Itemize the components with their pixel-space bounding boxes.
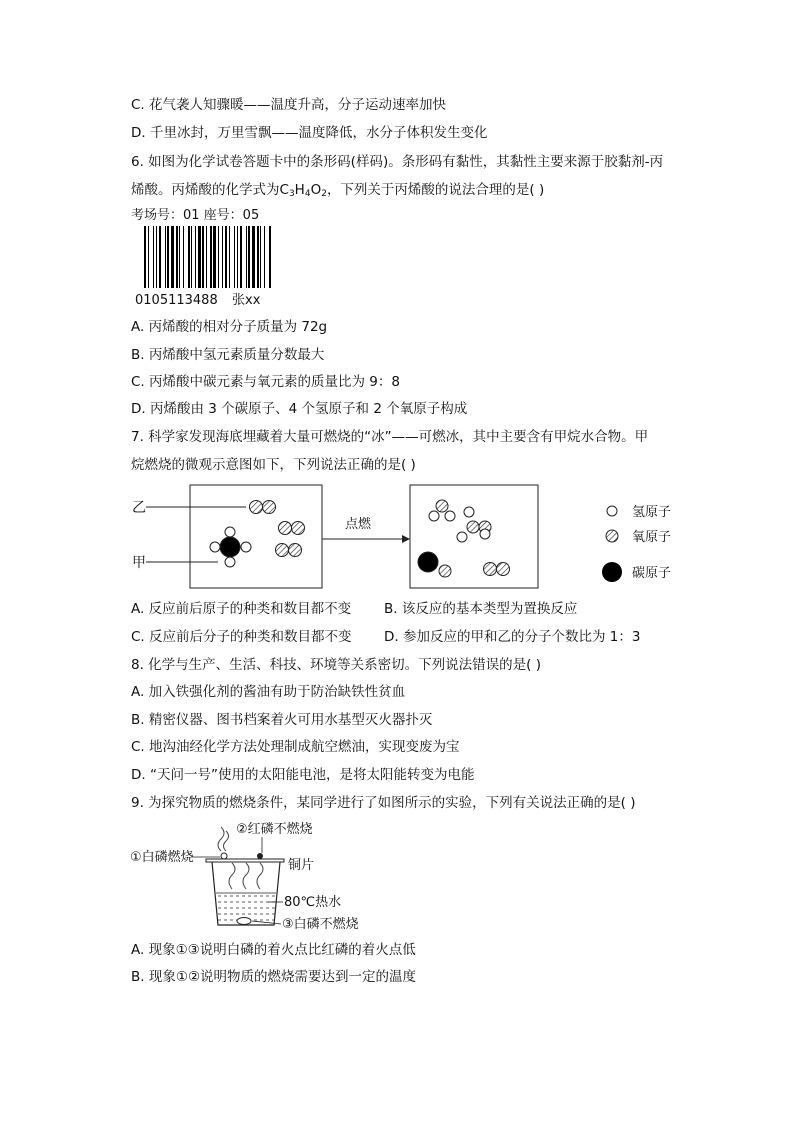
barcode-bar <box>179 226 180 288</box>
oxygen-legend-icon <box>606 530 618 542</box>
barcode-bar <box>237 226 238 288</box>
q7-option-a: A. 反应前后原子的种类和数目都不变 <box>131 601 352 617</box>
barcode-bar <box>191 226 192 288</box>
q9-stem: 9. 为探究物质的燃烧条件，某同学进行了如图所示的实验，下列有关说法正确的是( ) <box>131 795 636 811</box>
barcode-bar <box>206 226 207 288</box>
steam <box>229 863 235 889</box>
formula-o: O <box>310 182 322 198</box>
product-box <box>410 485 538 588</box>
carbon-legend-icon <box>602 562 622 582</box>
barcode-bar <box>218 226 219 288</box>
label-red-phosphorus: ②红磷不燃烧 <box>236 822 313 837</box>
barcode-name: 张xx <box>232 293 261 308</box>
barcode-number: 0105113488 <box>135 293 218 308</box>
legend-oxygen: 氧原子 <box>632 530 672 545</box>
barcode-header: 考场号：01 座号：05 <box>131 208 260 223</box>
barcode-bar <box>252 226 255 288</box>
label-white-phosphorus-underwater: ③白磷不燃烧 <box>282 917 359 932</box>
q6-option-a: A. 丙烯酸的相对分子质量为 72g <box>131 319 328 335</box>
barcode-figure <box>144 226 274 290</box>
barcode-bars <box>144 226 271 288</box>
q7-option-c: C. 反应前后分子的种类和数目都不变 <box>131 629 352 645</box>
q8-option-b: B. 精密仪器、图书档案着火可用水基型灭火器扑灭 <box>131 712 433 728</box>
q6-stem-line1: 6. 如图为化学试卷答题卡中的条形码(样码)。条形码有黏性，其黏性主要来源于胶黏剂-丙 <box>131 154 664 170</box>
barcode-bar <box>264 226 265 288</box>
q6-option-c: C. 丙烯酸中碳元素与氧元素的质量比为 9：8 <box>131 374 400 390</box>
q7-stem-line1: 7. 科学家发现海底埋藏着大量可燃烧的“冰”——可燃冰，其中主要含有甲烷水合物。甲 <box>131 429 649 445</box>
barcode-bar <box>260 226 261 288</box>
hydrogen-legend-icon <box>607 506 617 516</box>
q7-stem-line2: 烷燃烧的微观示意图如下，下列说法正确的是( ) <box>131 457 416 473</box>
legend-carbon: 碳原子 <box>632 566 672 581</box>
o2-molecule <box>250 501 276 514</box>
q8-stem: 8. 化学与生产、生活、科技、环境等关系密切。下列说法错误的是( ) <box>131 657 541 673</box>
legend-hydrogen: 氢原子 <box>632 505 672 520</box>
formula-h: H <box>294 182 305 198</box>
copper-plate <box>206 859 284 862</box>
q8-option-d: D. “天问一号”使用的太阳能电池，是将太阳能转变为电能 <box>131 767 475 783</box>
o2-molecule <box>276 544 302 557</box>
formula-sub-3: 3 <box>288 189 295 199</box>
barcode-bar <box>229 226 230 288</box>
barcode-bar <box>171 226 174 288</box>
barcode-bar <box>176 226 178 288</box>
q8-option-c: C. 地沟油经化学方法处理制成航空燃油，实现变废为宝 <box>131 739 460 755</box>
barcode-bar <box>165 226 166 288</box>
barcode-bar <box>269 226 271 288</box>
q5-option-c: C. 花气袭人知骤暖——温度升高，分子运动速率加快 <box>131 97 447 113</box>
label-yi: 乙 <box>132 500 146 516</box>
q9-option-b: B. 现象①②说明物质的燃烧需要达到一定的温度 <box>131 969 417 985</box>
barcode-bar <box>257 226 259 288</box>
label-white-phosphorus-burning: ①白磷燃烧 <box>130 850 194 865</box>
q5-option-d: D. 千里冰封，万里雪飘——温度降低，水分子体积发生变化 <box>131 125 488 141</box>
barcode-bar <box>183 226 184 288</box>
barcode-bar <box>248 226 250 288</box>
barcode-bar <box>144 226 146 288</box>
label-jia: 甲 <box>132 555 146 571</box>
q6-option-d: D. 丙烯酸由 3 个碳原子、4 个氢原子和 2 个氧原子构成 <box>131 401 468 417</box>
smoke <box>218 827 224 851</box>
barcode-bar <box>159 226 161 288</box>
q7-option-d: D. 参加反应的甲和乙的分子个数比为 1：3 <box>384 629 641 645</box>
barcode-bar <box>222 226 223 288</box>
q6-stem-post: ，下列关于丙烯酸的说法合理的是( ) <box>326 182 545 198</box>
barcode-bar <box>213 226 216 288</box>
barcode-bar <box>246 226 247 288</box>
barcode-bar <box>188 226 190 288</box>
barcode-bar <box>148 226 149 288</box>
barcode-bar <box>156 226 157 288</box>
o2-molecule <box>279 522 305 535</box>
barcode-bar <box>167 226 169 288</box>
barcode-bar <box>234 226 235 288</box>
o2-molecule <box>484 563 510 576</box>
methane-combustion-diagram <box>128 478 688 596</box>
co2-molecule <box>418 552 451 577</box>
q9-option-a: A. 现象①③说明白磷的着火点比红磷的着火点低 <box>131 942 416 958</box>
white-phosphorus-underwater <box>237 918 251 925</box>
q6-option-b: B. 丙烯酸中氢元素质量分数最大 <box>131 347 325 363</box>
h2o-molecule <box>429 500 455 521</box>
formula-sub-2: 2 <box>321 189 327 199</box>
barcode-bar <box>240 226 242 288</box>
barcode-bar <box>195 226 196 288</box>
q7-option-b: B. 该反应的基本类型为置换反应 <box>384 601 578 617</box>
q8-option-a: A. 加入铁强化剂的酱油有助于防治缺铁性贫血 <box>131 684 406 700</box>
formula-sub-4: 4 <box>304 189 311 199</box>
label-hot-water: 80℃热水 <box>284 895 342 910</box>
ch4-molecule <box>210 527 251 567</box>
barcode-bar <box>225 226 227 288</box>
combustion-experiment-diagram <box>128 815 388 937</box>
barcode-bar <box>198 226 201 288</box>
q6-stem-pre: 烯酸。丙烯酸的化学式为C <box>131 182 289 198</box>
white-phosphorus-top <box>221 853 227 859</box>
barcode-bar <box>202 226 204 288</box>
label-copper-sheet: 铜片 <box>288 858 315 873</box>
q6-stem-line2 <box>131 181 544 203</box>
barcode-bar <box>210 226 212 288</box>
arrow-label: 点燃 <box>345 517 372 532</box>
red-phosphorus <box>257 853 263 859</box>
barcode-bar <box>153 226 154 288</box>
